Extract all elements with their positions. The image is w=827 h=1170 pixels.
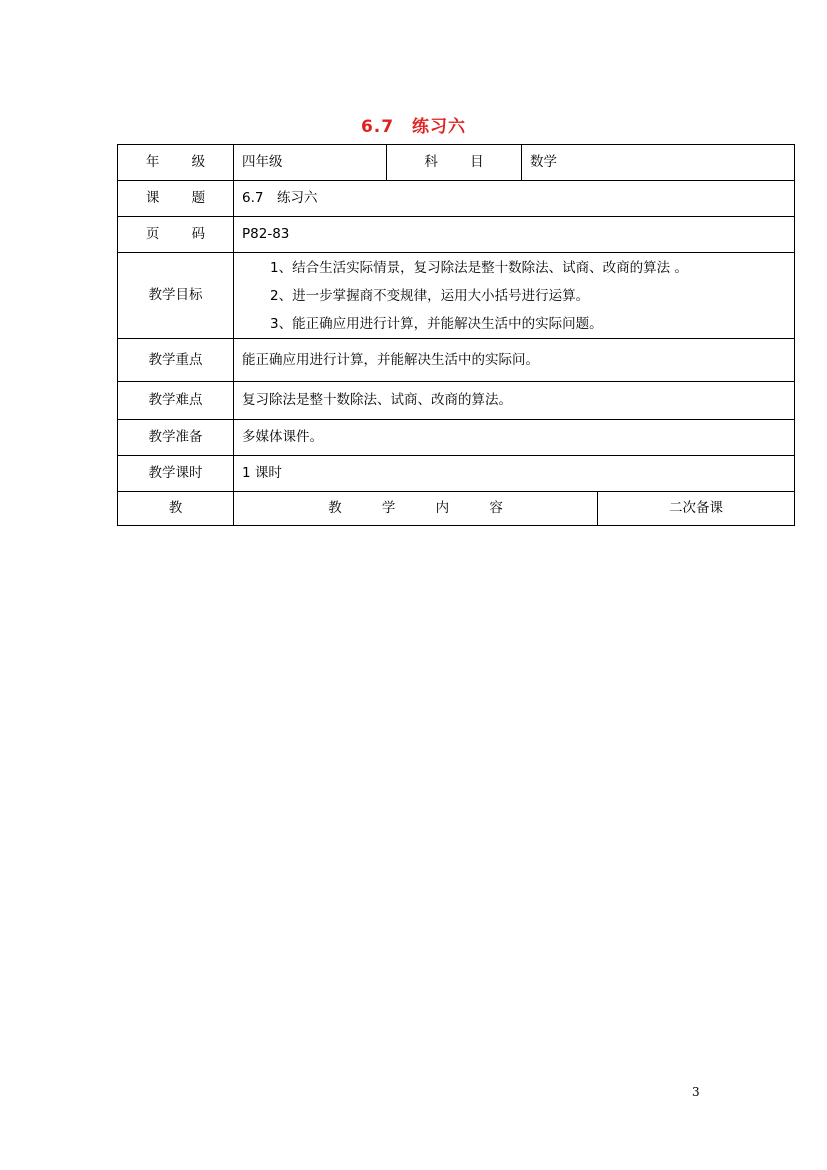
grade-value: 四年级 bbox=[234, 145, 387, 181]
preparation-label: 教学准备 bbox=[118, 420, 234, 456]
key-points-value: 能正确应用进行计算，并能解决生活中的实际问。 bbox=[234, 339, 795, 382]
key-points-row bbox=[118, 339, 795, 382]
lesson-plan-table bbox=[117, 144, 795, 526]
topic-row bbox=[118, 181, 795, 217]
difficulties-value: 复习除法是整十数除法、试商、改商的算法。 bbox=[234, 382, 795, 420]
pages-row bbox=[118, 217, 795, 253]
subject-value: 数学 bbox=[522, 145, 795, 181]
difficulties-row bbox=[118, 382, 795, 420]
content-header-row bbox=[118, 492, 795, 526]
grade-label: 年 级 bbox=[118, 145, 234, 181]
key-points-label: 教学重点 bbox=[118, 339, 234, 382]
goals-row bbox=[118, 253, 795, 339]
pages-label: 页 码 bbox=[118, 217, 234, 253]
subject-label: 科 目 bbox=[387, 145, 522, 181]
goals-label: 教学目标 bbox=[118, 253, 234, 339]
content-header-notes: 二次备课 bbox=[598, 492, 795, 526]
goals-value bbox=[234, 253, 795, 339]
page-title: 6.7 练习六 bbox=[360, 117, 467, 137]
topic-label: 课 题 bbox=[118, 181, 234, 217]
hours-value: 1 课时 bbox=[234, 456, 795, 492]
pages-value: P82-83 bbox=[234, 217, 795, 253]
preparation-value: 多媒体课件。 bbox=[234, 420, 795, 456]
goal-item-3: 3、能正确应用进行计算，并能解决生活中的实际问题。 bbox=[270, 315, 603, 332]
content-header-content: 教 学 内 容 bbox=[234, 492, 598, 526]
hours-row bbox=[118, 456, 795, 492]
preparation-row bbox=[118, 420, 795, 456]
grade-row bbox=[118, 145, 795, 181]
hours-label: 教学课时 bbox=[118, 456, 234, 492]
topic-value: 6.7 练习六 bbox=[234, 181, 795, 217]
goal-item-1: 1、结合生活实际情景，复习除法是整十数除法、试商、改商的算法 。 bbox=[270, 259, 688, 276]
difficulties-label: 教学难点 bbox=[118, 382, 234, 420]
page-number: 3 bbox=[692, 1085, 700, 1099]
goal-item-2: 2、进一步掌握商不变规律，运用大小括号进行运算。 bbox=[270, 287, 590, 304]
content-header-label: 教 bbox=[118, 492, 234, 526]
